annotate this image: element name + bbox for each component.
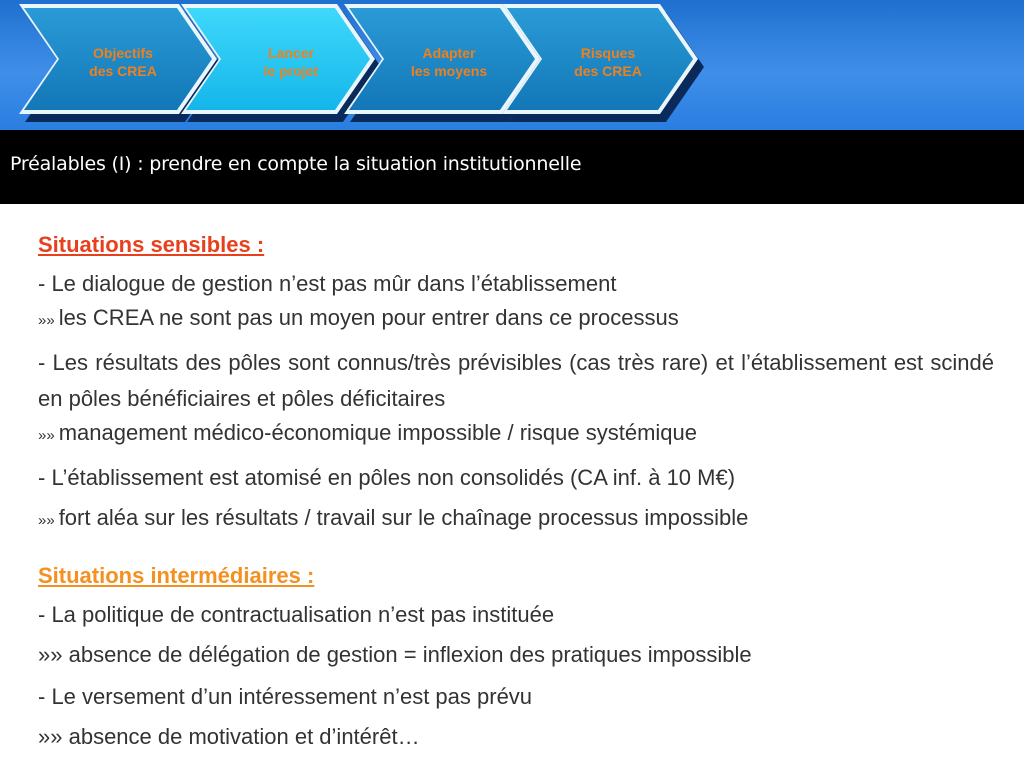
page-title: Préalables (I) : prendre en compte la situation institutionnelle xyxy=(10,153,582,175)
consequence-text: les CREA ne sont pas un moyen pour entrer dans ce processus xyxy=(58,305,679,330)
double-arrow-icon: »» xyxy=(38,312,55,329)
double-arrow-icon: »» xyxy=(38,512,55,529)
step-line2: des CREA xyxy=(89,63,157,79)
consequence-text: absence de délégation de gestion = inflexion des pratiques impossible xyxy=(68,642,752,667)
heading-situations-sensibles: Situations sensibles : xyxy=(38,232,265,257)
step-objectifs[interactable] xyxy=(68,44,178,80)
step-line1: Risques xyxy=(580,45,636,61)
sensibles-item-1: - Le dialogue de gestion n’est pas mûr dans l’établissement xyxy=(38,271,617,296)
sensibles-item-2-consequence xyxy=(38,415,994,454)
double-arrow-icon: »» xyxy=(38,642,69,667)
heading-situations-intermediaires: Situations intermédiaires : xyxy=(38,563,315,588)
step-line2: le projet xyxy=(263,63,319,79)
consequence-text: management médico-économique impossible / risque systémique xyxy=(58,420,697,445)
sensibles-item-3-consequence xyxy=(38,500,994,539)
double-arrow-icon: »» xyxy=(38,724,69,749)
intermediaires-item-1-consequence xyxy=(38,637,994,673)
intermediaires-item-1: - La politique de contractualisation n’est pas instituée xyxy=(38,602,555,627)
slide-content xyxy=(38,228,994,755)
consequence-text: fort aléa sur les résultats / travail sur le chaînage processus impossible xyxy=(58,505,749,530)
step-lancer[interactable] xyxy=(236,44,346,80)
step-line1: Lancer xyxy=(268,45,314,61)
intermediaires-item-2-consequence xyxy=(38,719,994,755)
consequence-text: absence de motivation et d’intérêt… xyxy=(68,724,420,749)
sensibles-item-2: - Les résultats des pôles sont connus/très prévisibles (cas très rare) et l’établissement est scindé en pôles bénéficiaires et pôles déficitaires xyxy=(38,350,994,411)
step-risques[interactable] xyxy=(553,44,663,80)
step-line1: Adapter xyxy=(422,45,476,61)
step-adapter[interactable] xyxy=(394,44,504,80)
step-line2: des CREA xyxy=(574,63,642,79)
double-arrow-icon: »» xyxy=(38,427,55,444)
sensibles-item-3: - L’établissement est atomisé en pôles non consolidés (CA inf. à 10 M€) xyxy=(38,465,736,490)
step-line1: Objectifs xyxy=(93,45,153,61)
process-banner xyxy=(0,0,1024,130)
intermediaires-item-2: - Le versement d’un intéressement n’est pas prévu xyxy=(38,684,533,709)
sensibles-item-1-consequence xyxy=(38,300,994,339)
step-line2: les moyens xyxy=(410,63,488,79)
